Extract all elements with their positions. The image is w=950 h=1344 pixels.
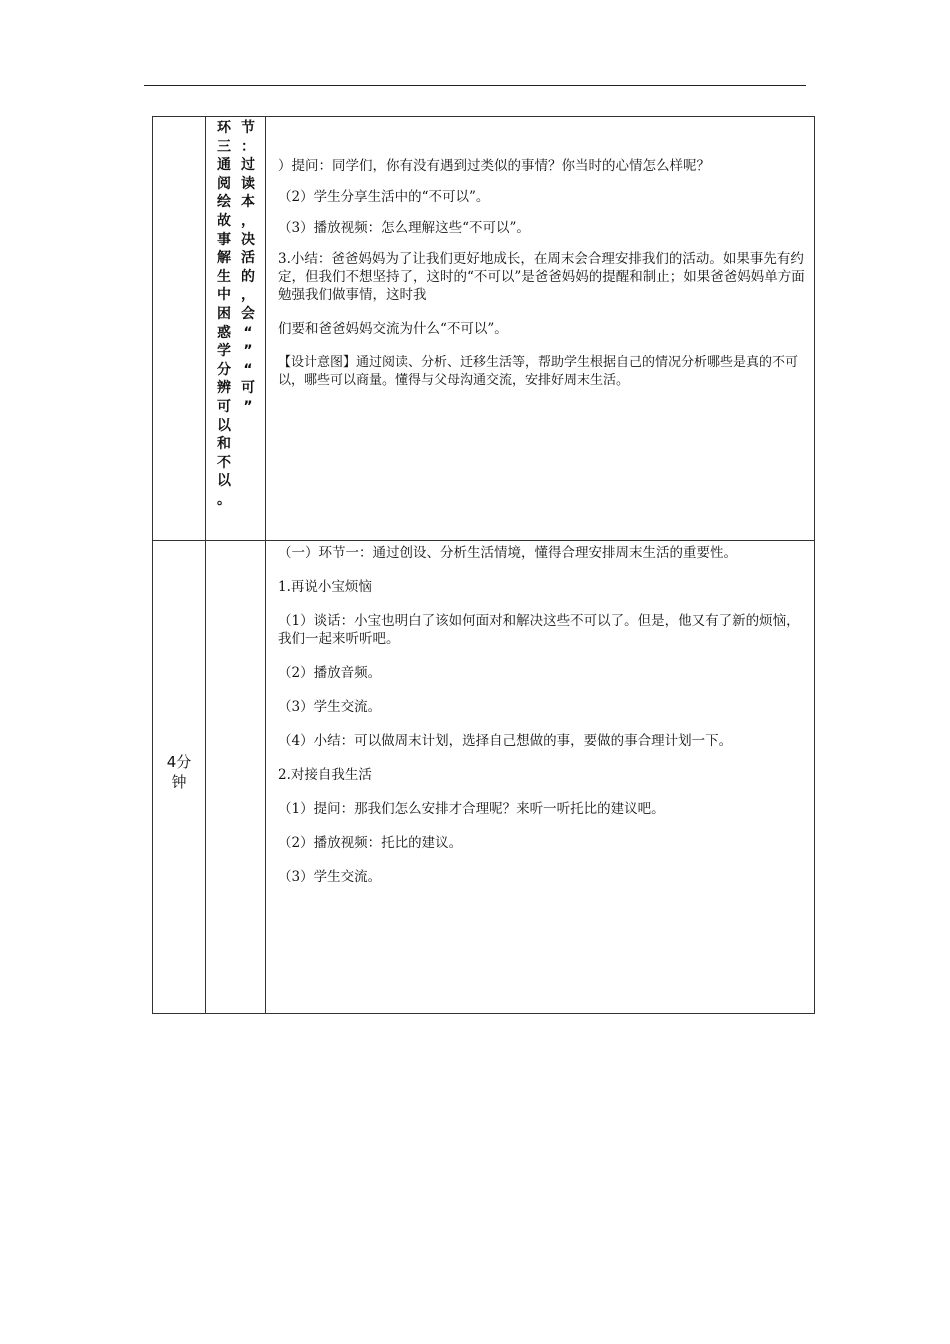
design-intent: 【设计意图】通过阅读、分析、迁移生活等，帮助学生根据自己的情况分析哪些是真的不可以，哪些可以商量。懂得与父母沟通交流，安排好周末生活。 <box>278 355 799 388</box>
vertical-char: 事 <box>217 231 231 248</box>
vertical-char: 本 <box>241 194 255 211</box>
time-cell <box>153 541 206 1014</box>
vertical-char: 困 <box>217 305 231 322</box>
duration-text: 4分钟 <box>166 753 192 791</box>
vertical-char: 辨 <box>217 380 231 397</box>
paragraph: （一）环节一：通过创设、分析生活情境，懂得合理安排周末生活的重要性。 <box>278 545 737 561</box>
paragraph: ）提问：同学们，你有没有遇到过类似的事情？你当时的心情怎么样呢？ <box>278 158 710 174</box>
time-cell <box>153 117 206 541</box>
header-rule <box>144 85 806 86</box>
vertical-char: 的 <box>241 268 255 285</box>
vertical-char: 故 <box>217 212 231 229</box>
paragraph: （1）谈话：小宝也明白了该如何面对和解决这些不可以了。但是，他又有了新的烦恼，我们一起来听听吧。 <box>278 613 800 647</box>
vertical-char: 生 <box>217 268 231 285</box>
vertical-char: 活 <box>241 250 255 267</box>
vertical-char: 以 <box>217 417 231 434</box>
step-cell <box>206 541 266 1014</box>
paragraph: （3）学生交流。 <box>278 869 382 885</box>
vertical-char: ， <box>241 287 255 304</box>
vertical-char: 通 <box>217 157 231 174</box>
vertical-char: ： <box>241 138 255 155</box>
vertical-char: 。 <box>217 491 231 508</box>
vertical-text-column-left <box>216 119 232 509</box>
paragraph: 1.再说小宝烦恼 <box>278 579 372 595</box>
table-row <box>153 117 815 541</box>
paragraph: （4）小结：可以做周末计划，选择自己想做的事，要做的事合理计划一下。 <box>278 733 733 749</box>
vertical-char: 和 <box>217 436 231 453</box>
vertical-char: 过 <box>241 157 255 174</box>
vertical-char: 三 <box>217 138 231 155</box>
step-cell <box>206 117 266 541</box>
vertical-char: 会 <box>241 305 255 322</box>
paragraph: （2）学生分享生活中的“不可以”。 <box>278 189 490 205</box>
vertical-char: 阅 <box>217 175 231 192</box>
paragraph: 3.小结：爸爸妈妈为了让我们更好地成长，在周末会合理安排我们的活动。如果事先有约定，但我们不想坚持了，这时的“不可以”是爸爸妈妈的提醒和制止；如果爸爸妈妈单方面勉强我们做事情，这时我 <box>278 251 805 303</box>
paragraph: （3）播放视频：怎么理解这些“不可以”。 <box>278 220 530 236</box>
content-cell <box>266 117 815 541</box>
vertical-char: 读 <box>241 175 255 192</box>
vertical-char: ” <box>243 343 253 360</box>
paragraph: 2.对接自我生活 <box>278 767 372 783</box>
table-row <box>153 541 815 1014</box>
vertical-char: “ <box>243 361 253 378</box>
vertical-char: 节 <box>241 120 255 136</box>
vertical-char: 环 <box>217 120 231 136</box>
vertical-char: 可 <box>241 380 255 397</box>
vertical-char: 分 <box>217 361 231 378</box>
vertical-char: 绘 <box>217 194 231 211</box>
vertical-char: 学 <box>217 343 231 360</box>
paragraph: （3）学生交流。 <box>278 699 382 715</box>
paragraph: （2）播放视频：托比的建议。 <box>278 835 463 851</box>
paragraph: （2）播放音频。 <box>278 665 382 681</box>
vertical-char: 惑 <box>217 324 231 341</box>
vertical-char: 中 <box>217 287 231 304</box>
paragraph: （1）提问：那我们怎么安排才合理呢？来听一听托比的建议吧。 <box>278 801 665 817</box>
vertical-text-column-right <box>240 119 256 509</box>
vertical-char: 决 <box>241 231 255 248</box>
vertical-char: ” <box>243 398 253 415</box>
vertical-char: “ <box>243 324 253 341</box>
vertical-char: ， <box>241 212 255 229</box>
paragraph: 们要和爸爸妈妈交流为什么“不可以”。 <box>278 321 508 337</box>
vertical-step-title <box>206 117 265 509</box>
vertical-char: 不 <box>217 454 231 471</box>
vertical-char: 可 <box>217 398 231 415</box>
vertical-char: 以 <box>217 473 231 490</box>
lesson-plan-table <box>152 116 815 1014</box>
content-cell <box>266 541 815 1014</box>
vertical-char: 解 <box>217 250 231 267</box>
